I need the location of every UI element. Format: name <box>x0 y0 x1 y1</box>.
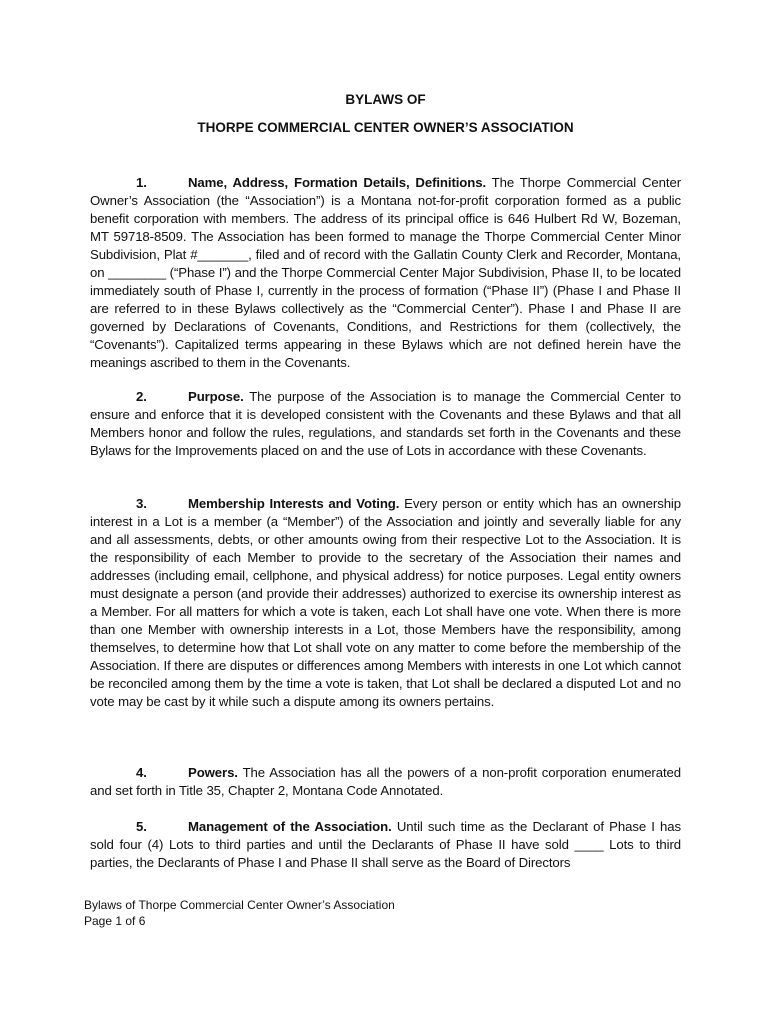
document-title-line2: THORPE COMMERCIAL CENTER OWNER’S ASSOCIATION <box>197 120 574 135</box>
footer-document-title: Bylaws of Thorpe Commercial Center Owner’s Association <box>84 898 395 912</box>
section-number: 5. <box>136 819 147 834</box>
section-body: Every person or entity which has an ownership interest in a Lot is a member (a “Member”) of the Association and jointly and severally liable for any and all assessments, debts, or other amounts owing from their respective Lot to the Association. It is the responsibility of each Member to provide to the secretary of the Association their names and addresses (including email, cellphone, and physical address) for notice purposes. Legal entity owners must designate a person (and provide their addresses) authorized to exercise its ownership interest as a Member. For all matters for which a vote is taken, each Lot shall have one vote. When there is more than one Member with ownership interests in a Lot, those Members have the responsibility, among themselves, to determine how that Lot shall vote on any matter to come before the membership of the Association. If there are disputes or differences among Members with interests in one Lot which cannot be reconciled among them by the time a vote is taken, that Lot shall be declared a disputed Lot and no vote may be cast by it while such a dispute among its owners pertains. <box>90 496 681 709</box>
page-footer <box>84 897 395 929</box>
section-number: 2. <box>136 389 147 404</box>
section-heading: Management of the Association. <box>188 819 392 834</box>
footer-page-number: Page 1 of 6 <box>84 914 146 928</box>
section-body: The purpose of the Association is to manage the Commercial Center to ensure and enforce that it is developed consistent with the Covenants and these Bylaws and that all Members honor and follow the rules, regulations, and standards set forth in the Covenants and these Bylaws for the Improvements placed on and the use of Lots in accordance with these Covenants. <box>90 389 682 458</box>
section-body: The Thorpe Commercial Center Owner’s Association (the “Association”) is a Montana not-for-profit corporation formed as a public benefit corporation with members. The address of its principal office is 646 Hulbert Rd W, Bozeman, MT 59718-8509. The Association has been formed to manage the Thorpe Commercial Center Minor Subdivision, Plat #_______, filed and of record with the Gallatin County Clerk and Recorder, Montana, on ________ (“Phase I”) and the Thorpe Commercial Center Major Subdivision, Phase II, to be located immediately south of Phase I, currently in the process of formation (“Phase II”) (Phase I and Phase II are referred to in these Bylaws collectively as the “Commercial Center”). Phase I and Phase II are governed by Declarations of Covenants, Conditions, and Restrictions for them (collectively, the “Covenants”). Capitalized terms appearing in these Bylaws which are not defined herein have the meanings ascribed to them in the Covenants. <box>90 175 681 370</box>
section-body: The Association has all the powers of a non-profit corporation enumerated and set forth in Title 35, Chapter 2, Montana Code Annotated. <box>90 765 681 798</box>
section-1 <box>90 174 681 372</box>
section-heading: Powers. <box>188 765 238 780</box>
section-5 <box>90 818 681 872</box>
section-number: 1. <box>136 175 147 190</box>
section-number: 3. <box>136 496 147 511</box>
section-heading: Purpose. <box>188 389 244 404</box>
section-2 <box>90 388 681 460</box>
section-heading: Membership Interests and Voting. <box>188 496 400 511</box>
section-3 <box>90 495 681 711</box>
document-title-line1: BYLAWS OF <box>345 92 426 107</box>
section-body: Until such time as the Declarant of Phase I has sold four (4) Lots to third parties and until the Declarants of Phase II have sold ____ Lots to third parties, the Declarants of Phase I and Phase II shall serve as the Board of Directors <box>90 819 681 870</box>
section-heading: Name, Address, Formation Details, Definitions. <box>188 175 487 190</box>
section-4 <box>90 764 681 800</box>
section-number: 4. <box>136 765 147 780</box>
